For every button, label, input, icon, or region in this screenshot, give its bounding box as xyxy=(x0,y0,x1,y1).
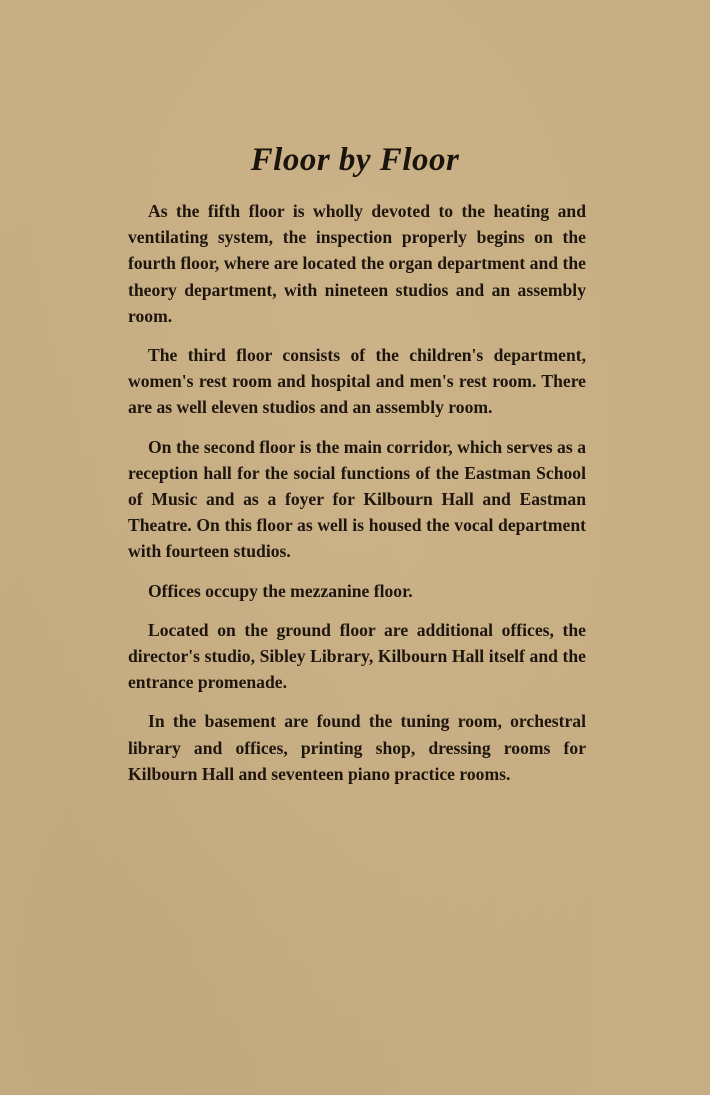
paragraph-third-floor: The third floor consists of the children's department, women's rest room and hospital and men's rest room. There are as well eleven studios and an assembly room. xyxy=(128,345,586,418)
paragraph-second-floor: On the second floor is the main corridor, which serves as a reception hall for the social functions of the Eastman School of Music and as a foyer for Kilbourn Hall and Eastman Theatre. On this floor as well is housed the vocal department with fourteen studios. xyxy=(128,436,586,562)
paragraph-ground-floor: Located on the ground floor are additional offices, the director's studio, Sibley Library, Kilbourn Hall itself and the entrance promenade. xyxy=(128,619,586,693)
page-title: Floor by Floor xyxy=(250,142,460,178)
paragraph-mezzanine: Offices occupy the mezzanine floor. xyxy=(148,580,413,601)
paragraph-fifth-fourth-floor: As the fifth floor is wholly devoted to the heating and ventilating system, the inspection properly begins on the fourth floor, where are located the organ department and the theory department, with nineteen studios and an assembly room. xyxy=(128,201,586,326)
body-text xyxy=(128,198,586,800)
paragraph-basement: In the basement are found the tuning room, orchestral library and offices, printing shop, dressing rooms for Kilbourn Hall and seventeen piano practice rooms. xyxy=(128,711,586,784)
